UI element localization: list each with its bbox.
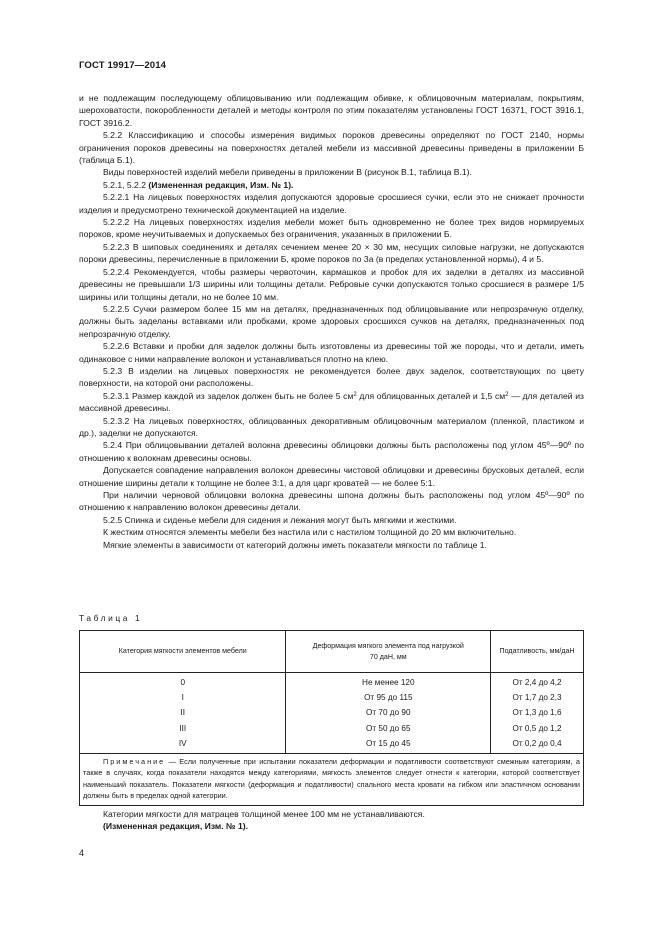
paragraph: 5.2.3.1 Размер каждой из заделок должен быть не более 5 $см^2$ для облицованных деталей и 1,5 $см^2$ — для деталей из массивной древесины. (79, 390, 585, 414)
paragraph: 5.2.3.2 На лицевых поверхностях, облицованных декоративным облицовочным материалом (пленкой, пластиком и др.), заделки не допускаются. (79, 415, 584, 438)
paragraph: 5.2.2.1 На лицевых поверхностях изделия допускаются здоровые сросшиеся сучки, если это не снижает прочности изделия и предусмотрено технической документацией на изделие. (79, 192, 584, 215)
paragraph: 5.2.3 В изделии на лицевых поверхностях не рекомендуется более двух заделок, соответствующих по цвету поверхности, на которой они расположены. (79, 365, 584, 389)
column-header-category: Категория мягкости элементов мебели (80, 631, 286, 673)
table-cell: От 15 до 45 (286, 736, 491, 754)
paragraph: Виды поверхностей изделий мебели приведены в приложении В (рисунок В.1, таблица В.1). (103, 167, 472, 178)
table-cell: От 1,7 до 2,3 (491, 690, 584, 705)
paragraph: 5.2.2.4 Рекомендуется, чтобы размеры червоточин, кармашков и пробок для их заделки в деталях из массивной древесины не превышали 1/3 ширины или толщины детали. Ребровые сучки допускаются только сросшиеся в размере 1/5 ширины или толщины детали, но не более 10 мм. (79, 266, 584, 302)
table-cell: От 1,3 до 1,6 (491, 705, 584, 720)
column-header-compliance: Податливость, мм/даН (491, 631, 584, 673)
after-table-text (79, 808, 584, 833)
paragraph: Допускается совпадение направления волокон древесины чистовой облицовки и древесины брусковых деталей, если отношение ширины детали к толщине не более 3:1, а для царг кроватей — не более 5:1. (79, 465, 584, 488)
paragraph: 5.2.1, 5.2.2 (Измененная редакция, Изм. № 1). (103, 179, 294, 190)
table-row (80, 705, 584, 720)
table-row (80, 673, 584, 691)
amendment-note: (Измененная редакция, Изм. № 1). (103, 821, 249, 832)
paragraph: и не подлежащим последующему облицовыванию или подлежащим обивке, к облицовочным материалам, покрытиям, шероховатости, покоробленности деталей и методы контроля по этим показателям установлены ГОСТ 16371, ГОСТ 3916.1, ГОСТ 3916.2. (79, 93, 584, 128)
page-number: 4 (79, 848, 85, 858)
table-row (80, 736, 584, 754)
table-cell: I (80, 690, 286, 705)
table-cell: II (80, 705, 286, 720)
paragraph: 5.2.2.2 На лицевых поверхностях изделия мебели может быть одновременно не более трех видов нормируемых пороков, кроме неучитываемых и допускаемых без ограничения, указанных в приложении Б. (79, 217, 584, 240)
note-text: — Если полученные при испытании показатели деформации и податливости соответствуют смежным категориям, а также в случаях, когда показатели находятся между категориями, мягкость элементов следует отнести к категории, которой соответствует наименьший показатель. Показатели мягкости (деформация и податливости) спального места кровати на гибком или эластичном основании должны быть в пределах одной категории. (83, 756, 580, 800)
paragraph: При наличии черновой облицовки волокна древесины шпона должны быть расположены под углом 45º—90º по отношению к направлению волокон древесины детали. (79, 490, 584, 513)
table-cell: От 0,5 до 1,2 (491, 721, 584, 736)
softness-table (79, 630, 584, 806)
table-note (80, 753, 584, 805)
paragraph: 5.2.2.6 Вставки и пробки для заделок должны быть изготовлены из древесины той же породы, что и детали, иметь одинаковое с ними направление волокон и устанавливаться плотно на клею. (79, 341, 584, 364)
table-cell: От 70 до 90 (286, 705, 491, 720)
table-cell: III (80, 721, 286, 736)
table-cell: От 0,2 до 0,4 (491, 736, 584, 754)
table-cell: Не менее 120 (286, 673, 491, 691)
table-row (80, 690, 584, 705)
table-cell: IV (80, 736, 286, 754)
paragraph: Категории мягкости для матрацев толщиной менее 100 мм не устанавливаются. (103, 809, 425, 819)
paragraph: Мягкие элементы в зависимости от категорий должны иметь показатели мягкости по таблице 1. (103, 539, 487, 550)
amendment-note: (Измененная редакция, Изм. № 1). (148, 179, 294, 190)
table-note-row (80, 753, 584, 805)
paragraph: 5.2.2.5 Сучки размером более 15 мм на деталях, предназначенных под облицовывание или непрозрачную отделку, должны быть заделаны вставками или пробками, кроме здоровых сросшихся сучков на деталях, предназначенных под непрозрачную отделку. (79, 303, 584, 339)
table-cell: От 95 до 115 (286, 690, 491, 705)
paragraph: 5.2.5 Спинка и сиденье мебели для сидения и лежания могут быть мягкими и жесткими. (103, 514, 457, 525)
table-row (80, 721, 584, 736)
paragraph: 5.2.4 При облицовывании деталей волокна древесины облицовки должны быть расположены под углом 45º—90º по отношению к волокнам древесины основы. (79, 440, 584, 463)
body-text (79, 92, 584, 551)
paragraph: 5.2.2.3 В шиповых соединениях и деталях сечением менее 20 × 30 мм, несущих силовые нагрузки, не допускаются пороки древесины, перечисленные в приложении Б, кроме пороков по 3а (в пределах установленной нормы), 4 и 5. (79, 241, 584, 265)
table-cell: От 50 до 65 (286, 721, 491, 736)
column-header-deformation: Деформация мягкого элемента под нагрузкой 70 даН, мм (286, 631, 491, 673)
document-header: ГОСТ 19917—2014 (79, 60, 167, 71)
table-cell: От 2,4 до 4,2 (491, 673, 584, 691)
table-cell: 0 (80, 673, 286, 691)
table-caption: Таблица 1 (79, 613, 143, 623)
paragraph: 5.2.2 Классификацию и способы измерения видимых пороков древесины определяют по ГОСТ 2140, нормы ограничения пороков древесины на поверхностях деталей мебели из массивной древесины приведены в приложении Б (таблица Б.1). (79, 130, 584, 166)
note-label: Примечание (103, 756, 166, 766)
paragraph: К жестким относятся элементы мебели без настила или с настилом толщиной до 20 мм включительно. (103, 527, 517, 538)
